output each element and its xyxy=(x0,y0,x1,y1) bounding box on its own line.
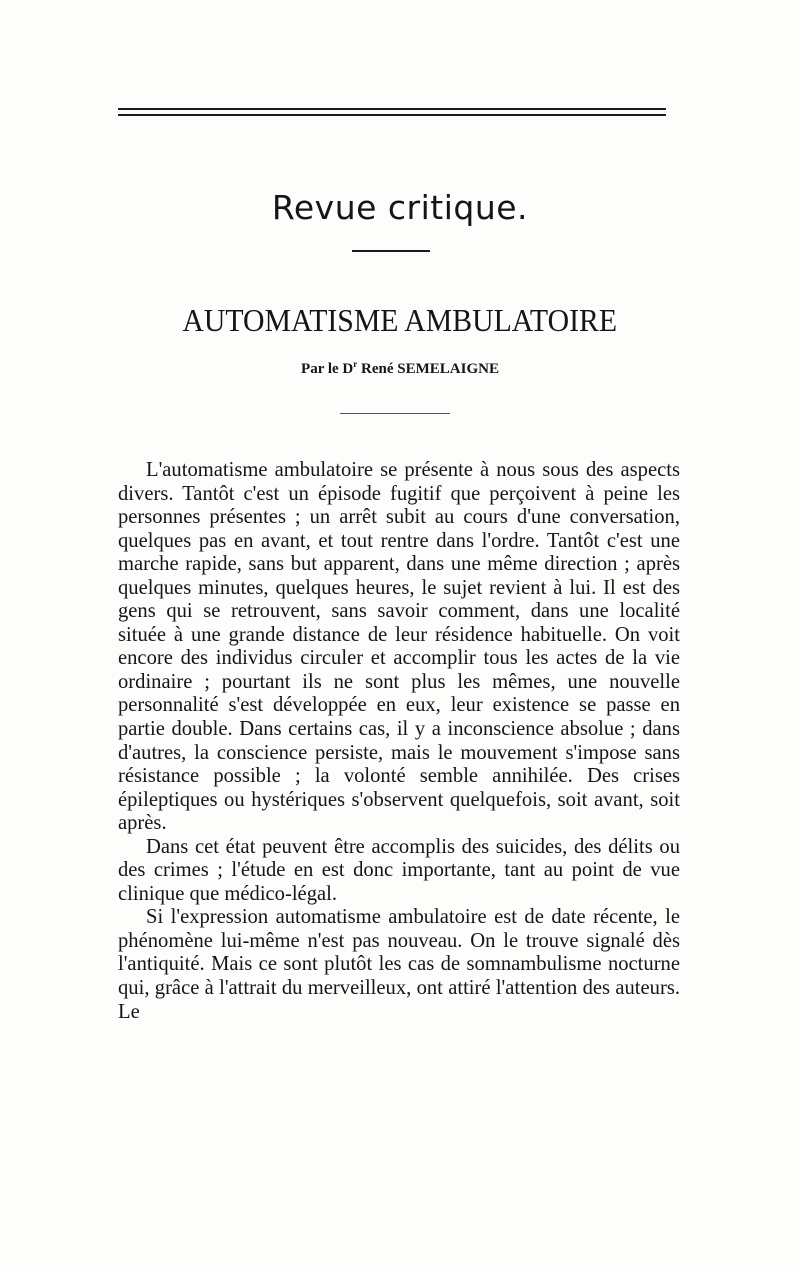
byline-separator-rule xyxy=(340,413,450,414)
header-rule-top xyxy=(118,108,666,110)
paragraph-3: Si l'expression automatisme ambulatoire est de date récente, le phénomène lui-même n'est pas nouveau. On le trouve signalé dès l'antiquité. Mais ce sont plutôt les cas de somnambulisme nocturne qui, grâce à l'attrait du merveilleux, ont attiré l'attention des auteurs. Le xyxy=(118,906,680,1023)
header-rule-bottom xyxy=(118,114,666,116)
byline-prefix: Par le D xyxy=(301,361,354,377)
byline-author: René SEMELAIGNE xyxy=(357,361,499,377)
byline xyxy=(0,354,800,379)
article-title: AUTOMATISME AMBULATOIRE xyxy=(182,302,618,338)
article-body xyxy=(118,459,680,1024)
header-double-rule xyxy=(118,108,666,118)
section-title: Revue critique. xyxy=(271,188,529,227)
title-separator-rule xyxy=(352,250,430,252)
paragraph-1: L'automatisme ambulatoire se présente à nous sous des aspects divers. Tantôt c'est un épisode fugitif que perçoivent à peine les personnes présentes ; un arrêt subit au cours d'une conversation, quelques pas en avant, et tout rentre dans l'ordre. Tantôt c'est une marche rapide, sans but apparent, dans une même direction ; après quelques minutes, quelques heures, le sujet revient à lui. Il est des gens qui se retrouvent, sans savoir comment, dans une localité située à une grande distance de leur résidence habituelle. On voit encore des individus circuler et accomplir tous les actes de la vie ordinaire ; pourtant ils ne sont plus les mêmes, une nouvelle personnalité s'est développée en eux, leur existence se passe en partie double. Dans certains cas, il y a inconscience absolue ; dans d'autres, la conscience persiste, mais le mouvement s'impose sans résistance possible ; la volonté semble annihilée. Des crises épileptiques ou hystériques s'observent quelquefois, soit avant, soit après. xyxy=(118,459,680,835)
byline-superscript: r xyxy=(353,359,358,369)
paragraph-2: Dans cet état peuvent être accomplis des suicides, des délits ou des crimes ; l'étude en est donc importante, tant au point de vue clinique que médico-légal. xyxy=(118,835,680,905)
